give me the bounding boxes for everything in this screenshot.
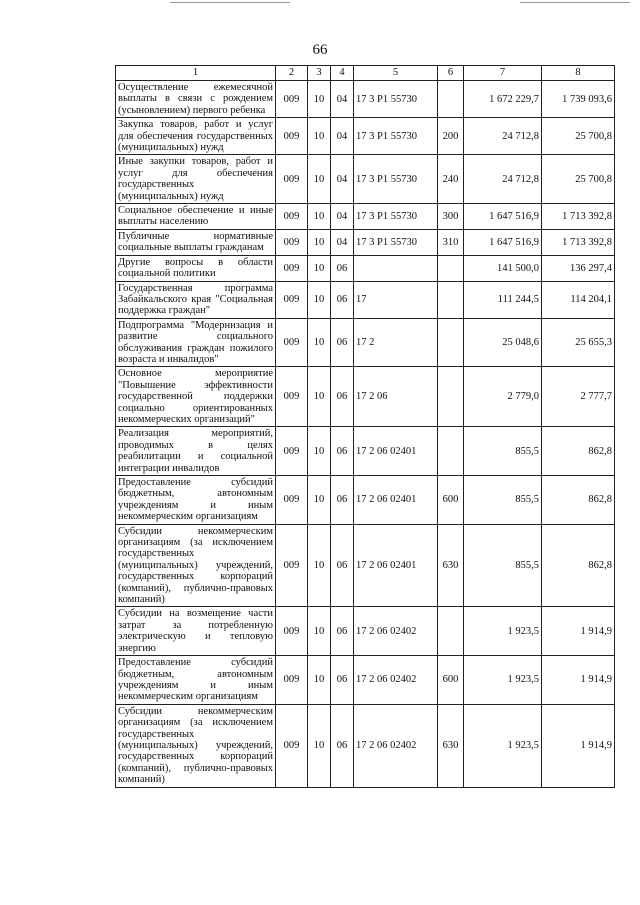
amount-year1-cell: 25 048,6 [464, 318, 542, 367]
amount-year1-cell: 1 923,5 [464, 704, 542, 787]
subsection-cell: 04 [331, 155, 354, 204]
ministry-code-cell: 009 [276, 229, 308, 255]
amount-year1-cell: 24 712,8 [464, 155, 542, 204]
expense-type-cell: 600 [438, 476, 464, 525]
target-item-cell: 17 3 P1 55730 [354, 81, 438, 118]
expense-type-cell: 200 [438, 118, 464, 155]
section-cell: 10 [308, 367, 331, 427]
amount-year1-cell: 855,5 [464, 476, 542, 525]
table-row [116, 118, 615, 155]
ministry-code-cell: 009 [276, 81, 308, 118]
amount-year2-cell: 1 914,9 [542, 607, 615, 656]
page-number: 66 [312, 42, 328, 58]
ministry-code-cell: 009 [276, 118, 308, 155]
amount-year2-cell: 1 914,9 [542, 656, 615, 705]
subsection-cell: 06 [331, 427, 354, 476]
target-item-cell: 17 2 [354, 318, 438, 367]
amount-year2-cell: 2 777,7 [542, 367, 615, 427]
section-cell: 10 [308, 81, 331, 118]
amount-year2-cell: 1 713 392,8 [542, 204, 615, 230]
subsection-cell: 04 [331, 81, 354, 118]
column-header: 8 [542, 66, 615, 81]
item-name-cell: Субсидии на возмещение части затрат за потребленную электрическую и тепловую энергию [116, 607, 276, 656]
item-name-cell: Закупка товаров, работ и услуг для обеспечения государственных (муниципальных) нужд [116, 118, 276, 155]
amount-year1-cell: 1 647 516,9 [464, 204, 542, 230]
expense-type-cell [438, 318, 464, 367]
target-item-cell: 17 2 06 02401 [354, 427, 438, 476]
table-row [116, 524, 615, 607]
target-item-cell: 17 3 P1 55730 [354, 155, 438, 204]
amount-year2-cell: 862,8 [542, 427, 615, 476]
expense-type-cell: 310 [438, 229, 464, 255]
table-header-row [116, 66, 615, 81]
subsection-cell: 06 [331, 281, 354, 318]
expense-type-cell [438, 255, 464, 281]
target-item-cell: 17 2 06 [354, 367, 438, 427]
amount-year1-cell: 855,5 [464, 427, 542, 476]
subsection-cell: 06 [331, 318, 354, 367]
expense-type-cell: 240 [438, 155, 464, 204]
subsection-cell: 06 [331, 476, 354, 525]
ministry-code-cell: 009 [276, 318, 308, 367]
subsection-cell: 04 [331, 204, 354, 230]
amount-year2-cell: 25 700,8 [542, 155, 615, 204]
table-row [116, 427, 615, 476]
amount-year2-cell: 136 297,4 [542, 255, 615, 281]
table-row [116, 476, 615, 525]
item-name-cell: Реализация мероприятий, проводимых в целях реабилитации и социальной интеграции инвалидов [116, 427, 276, 476]
item-name-cell: Предоставление субсидий бюджетным, автономным учреждениям и иным некоммерческим организациям [116, 656, 276, 705]
section-cell: 10 [308, 155, 331, 204]
item-name-cell: Субсидии некоммерческим организациям (за исключением государственных (муниципальных) учреждений, государственных корпораций (компаний), публично-правовых компаний) [116, 524, 276, 607]
section-cell: 10 [308, 229, 331, 255]
subsection-cell: 06 [331, 524, 354, 607]
target-item-cell: 17 2 06 02402 [354, 607, 438, 656]
column-header: 1 [116, 66, 276, 81]
item-name-cell: Государственная программа Забайкальского края "Социальная поддержка граждан" [116, 281, 276, 318]
amount-year1-cell: 111 244,5 [464, 281, 542, 318]
section-cell: 10 [308, 204, 331, 230]
amount-year1-cell: 1 923,5 [464, 607, 542, 656]
ministry-code-cell: 009 [276, 656, 308, 705]
table-row [116, 255, 615, 281]
target-item-cell: 17 3 P1 55730 [354, 204, 438, 230]
subsection-cell: 06 [331, 704, 354, 787]
expense-type-cell: 630 [438, 704, 464, 787]
section-cell: 10 [308, 476, 331, 525]
section-cell: 10 [308, 318, 331, 367]
amount-year1-cell: 1 923,5 [464, 656, 542, 705]
table-row [116, 704, 615, 787]
item-name-cell: Публичные нормативные социальные выплаты гражданам [116, 229, 276, 255]
amount-year2-cell: 862,8 [542, 524, 615, 607]
target-item-cell: 17 [354, 281, 438, 318]
ministry-code-cell: 009 [276, 255, 308, 281]
amount-year1-cell: 1 672 229,7 [464, 81, 542, 118]
amount-year1-cell: 24 712,8 [464, 118, 542, 155]
section-cell: 10 [308, 656, 331, 705]
item-name-cell: Субсидии некоммерческим организациям (за исключением государственных (муниципальных) учреждений, государственных корпораций (компаний), публично-правовых компаний) [116, 704, 276, 787]
amount-year2-cell: 25 700,8 [542, 118, 615, 155]
scan-edge-mark [520, 2, 630, 3]
section-cell: 10 [308, 281, 331, 318]
target-item-cell [354, 255, 438, 281]
expense-type-cell [438, 367, 464, 427]
table-row [116, 281, 615, 318]
amount-year1-cell: 855,5 [464, 524, 542, 607]
expense-type-cell: 600 [438, 656, 464, 705]
target-item-cell: 17 3 P1 55730 [354, 229, 438, 255]
section-cell: 10 [308, 427, 331, 476]
section-cell: 10 [308, 118, 331, 155]
expense-type-cell [438, 427, 464, 476]
item-name-cell: Другие вопросы в области социальной политики [116, 255, 276, 281]
amount-year1-cell: 1 647 516,9 [464, 229, 542, 255]
scan-edge-mark [170, 2, 290, 3]
table-row [116, 656, 615, 705]
section-cell: 10 [308, 255, 331, 281]
item-name-cell: Основное мероприятие "Повышение эффективности государственной поддержки социально ориентированных некоммерческих организаций" [116, 367, 276, 427]
subsection-cell: 04 [331, 229, 354, 255]
item-name-cell: Социальное обеспечение и иные выплаты населению [116, 204, 276, 230]
table-body [116, 81, 615, 788]
expense-type-cell [438, 607, 464, 656]
ministry-code-cell: 009 [276, 281, 308, 318]
subsection-cell: 06 [331, 255, 354, 281]
amount-year2-cell: 1 914,9 [542, 704, 615, 787]
target-item-cell: 17 2 06 02402 [354, 656, 438, 705]
item-name-cell: Осуществление ежемесячной выплаты в связи с рождением (усыновлением) первого ребенка [116, 81, 276, 118]
item-name-cell: Предоставление субсидий бюджетным, автономным учреждениям и иным некоммерческим организациям [116, 476, 276, 525]
expense-type-cell: 300 [438, 204, 464, 230]
target-item-cell: 17 3 P1 55730 [354, 118, 438, 155]
ministry-code-cell: 009 [276, 155, 308, 204]
ministry-code-cell: 009 [276, 607, 308, 656]
table-row [116, 155, 615, 204]
ministry-code-cell: 009 [276, 704, 308, 787]
ministry-code-cell: 009 [276, 524, 308, 607]
table-row [116, 229, 615, 255]
column-header: 7 [464, 66, 542, 81]
item-name-cell: Подпрограмма "Модернизация и развитие социального обслуживания граждан пожилого возраста и инвалидов" [116, 318, 276, 367]
section-cell: 10 [308, 607, 331, 656]
ministry-code-cell: 009 [276, 427, 308, 476]
subsection-cell: 06 [331, 367, 354, 427]
column-header: 3 [308, 66, 331, 81]
subsection-cell: 06 [331, 607, 354, 656]
column-header: 5 [354, 66, 438, 81]
target-item-cell: 17 2 06 02402 [354, 704, 438, 787]
item-name-cell: Иные закупки товаров, работ и услуг для обеспечения государственных (муниципальных) нужд [116, 155, 276, 204]
subsection-cell: 04 [331, 118, 354, 155]
budget-table [115, 65, 615, 788]
section-cell: 10 [308, 524, 331, 607]
amount-year2-cell: 862,8 [542, 476, 615, 525]
amount-year2-cell: 1 739 093,6 [542, 81, 615, 118]
subsection-cell: 06 [331, 656, 354, 705]
amount-year2-cell: 114 204,1 [542, 281, 615, 318]
column-header: 6 [438, 66, 464, 81]
target-item-cell: 17 2 06 02401 [354, 476, 438, 525]
ministry-code-cell: 009 [276, 367, 308, 427]
target-item-cell: 17 2 06 02401 [354, 524, 438, 607]
expense-type-cell [438, 81, 464, 118]
table-row [116, 318, 615, 367]
expense-type-cell [438, 281, 464, 318]
section-cell: 10 [308, 704, 331, 787]
expense-type-cell: 630 [438, 524, 464, 607]
amount-year2-cell: 25 655,3 [542, 318, 615, 367]
column-header: 2 [276, 66, 308, 81]
ministry-code-cell: 009 [276, 476, 308, 525]
table-row [116, 367, 615, 427]
table-row [116, 204, 615, 230]
column-header: 4 [331, 66, 354, 81]
table-row [116, 81, 615, 118]
amount-year1-cell: 141 500,0 [464, 255, 542, 281]
amount-year2-cell: 1 713 392,8 [542, 229, 615, 255]
amount-year1-cell: 2 779,0 [464, 367, 542, 427]
table-row [116, 607, 615, 656]
ministry-code-cell: 009 [276, 204, 308, 230]
